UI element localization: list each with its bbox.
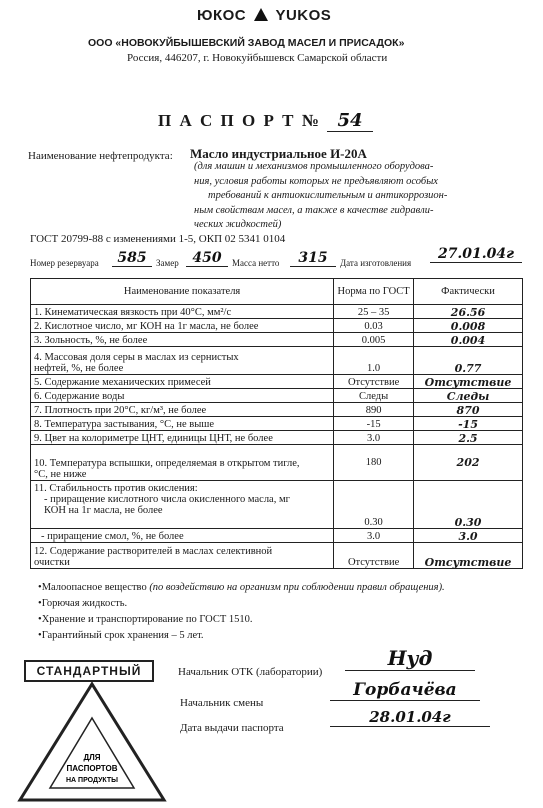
param-actual: 0.77	[414, 347, 523, 375]
standard-stamp: СТАНДАРТНЫЙ	[24, 660, 154, 682]
shift-signature: Горбачёва	[330, 680, 480, 701]
param-norm: 0.30	[334, 481, 414, 529]
param-name: 1. Кинематическая вязкость при 40°С, мм²/с	[31, 305, 334, 319]
tank-value: 585	[112, 250, 152, 267]
triangle-line1: ДЛЯ	[83, 753, 101, 762]
param-name: 10. Температура вспышки, определяемая в открытом тигле, °С, не ниже	[31, 445, 334, 481]
param-name: 12. Содержание растворителей в маслах селективной очистки	[31, 543, 334, 569]
table-row	[31, 319, 523, 333]
note-shelf-life: • Гарантийный срок хранения – 5 лет.	[38, 628, 445, 644]
note-flammable: • Горючая жидкость.	[38, 596, 445, 612]
notes-list	[38, 580, 445, 644]
table-row	[31, 333, 523, 347]
mass-label: Масса нетто	[232, 258, 280, 268]
logo-ru: ЮКОС	[197, 7, 247, 24]
product-note-line: ния, условия работы которых не предъявляют особых	[194, 175, 438, 187]
param-name: 11. Стабильность против окисления:	[34, 483, 198, 494]
table-row	[31, 347, 523, 375]
triangle-stamp	[16, 680, 168, 804]
param-name: 2. Кислотное число, мг КОН на 1г масла, не более	[31, 319, 334, 333]
param-actual: 0.008	[414, 319, 523, 333]
param-name-group	[31, 481, 334, 529]
note-hazard	[38, 580, 445, 596]
otk-signature: Нуд	[345, 646, 475, 671]
param-actual: Следы	[414, 389, 523, 403]
company-name: ООО «НОВОКУЙБЫШЕВСКИЙ ЗАВОД МАСЕЛ И ПРИСАДОК»	[88, 37, 405, 49]
sample-value: 450	[186, 250, 228, 267]
date-label: Дата изготовления	[340, 258, 412, 268]
param-name: 4. Массовая доля серы в маслах из сернистых нефтей, %, не более	[31, 347, 334, 375]
param-actual: 26.56	[414, 305, 523, 319]
param-norm: 1.0	[334, 347, 414, 375]
param-norm: 3.0	[334, 529, 414, 543]
table-header-row	[31, 279, 523, 305]
mass-value: 315	[290, 250, 336, 267]
sample-label: Замер	[156, 258, 179, 268]
param-name: 3. Зольность, %, не более	[31, 333, 334, 347]
param-norm: 0.03	[334, 319, 414, 333]
passport-number: 54	[327, 110, 373, 132]
triangle-line2: ПАСПОРТОВ	[66, 764, 118, 773]
note-storage: • Хранение и транспортирование по ГОСТ 1510.	[38, 612, 445, 628]
logo-en: YUKOS	[275, 7, 332, 24]
table-row	[31, 375, 523, 389]
table-row	[31, 529, 523, 543]
tank-label: Номер резервуара	[30, 258, 99, 268]
header-actual: Фактически	[414, 279, 523, 305]
param-norm: -15	[334, 417, 414, 431]
issue-date-label: Дата выдачи паспорта	[180, 722, 284, 734]
triangle-line3: НА ПРОДУКТЫ	[65, 777, 119, 784]
param-norm: Отсутствие	[334, 543, 414, 569]
param-name: - приращение кислотного числа окисленного масла, мг КОН на 1г масла, не более	[44, 494, 290, 516]
param-actual: Отсутствие	[414, 543, 523, 569]
param-name: 5. Содержание механических примесей	[31, 375, 334, 389]
page-title	[158, 110, 373, 132]
param-actual: 202	[414, 445, 523, 481]
param-norm: Отсутствие	[334, 375, 414, 389]
date-value: 27.01.04г	[430, 246, 522, 263]
hazard-label: Малоопасное вещество	[41, 582, 147, 593]
param-actual: 0.004	[414, 333, 523, 347]
param-actual: 0.30	[414, 481, 523, 529]
param-norm: 3.0	[334, 431, 414, 445]
header-param: Наименование показателя	[31, 279, 334, 305]
table-row	[31, 305, 523, 319]
param-name: 6. Содержание воды	[31, 389, 334, 403]
product-label: Наименование нефтепродукта:	[28, 150, 173, 162]
param-norm: 890	[334, 403, 414, 417]
param-actual: 870	[414, 403, 523, 417]
product-note-line: ным свойствам масел, а также в качестве гидравли-	[194, 204, 434, 216]
param-actual: 2.5	[414, 431, 523, 445]
param-name: 9. Цвет на колориметре ЦНТ, единицы ЦНТ, не более	[31, 431, 334, 445]
param-actual: Отсутствие	[414, 375, 523, 389]
header-norm: Норма по ГОСТ	[334, 279, 414, 305]
param-name: - приращение смол, %, не более	[31, 529, 334, 543]
table-row	[31, 431, 523, 445]
logo-flame-icon	[254, 8, 268, 21]
table-row	[31, 417, 523, 431]
product-note-line: (для машин и механизмов промышленного оборудова-	[194, 161, 434, 172]
table-row	[31, 403, 523, 417]
param-actual: -15	[414, 417, 523, 431]
product-note-line: ческих жидкостей)	[194, 219, 282, 231]
parameters-table	[30, 278, 523, 569]
logo	[197, 7, 331, 24]
shift-label: Начальник смены	[180, 697, 264, 709]
param-norm: Следы	[334, 389, 414, 403]
product-note-line: требований к антиокислительным и антикоррозион-	[208, 190, 448, 202]
param-norm: 180	[334, 445, 414, 481]
product-name: Масло индустриальное И-20А	[190, 146, 367, 161]
table-row	[31, 481, 523, 529]
param-name: 7. Плотность при 20°С, кг/м³, не более	[31, 403, 334, 417]
hazard-note: (по воздействию на организм при соблюдении правил обращения).	[149, 582, 445, 593]
table-row	[31, 389, 523, 403]
gost-line: ГОСТ 20799-88 с изменениями 1-5, ОКП 02 5341 0104	[30, 233, 286, 245]
otk-label: Начальник ОТК (лаборатории)	[178, 666, 323, 678]
param-name: 8. Температура застывания, °С, не выше	[31, 417, 334, 431]
param-actual: 3.0	[414, 529, 523, 543]
issue-date-value: 28.01.04г	[330, 708, 490, 727]
title-label: П А С П О Р Т №	[158, 111, 321, 130]
param-norm: 25 – 35	[334, 305, 414, 319]
param-norm: 0.005	[334, 333, 414, 347]
table-row	[31, 543, 523, 569]
company-address: Россия, 446207, г. Новокуйбышевск Самарской области	[127, 52, 388, 64]
table-row	[31, 445, 523, 481]
product-note	[194, 160, 447, 233]
